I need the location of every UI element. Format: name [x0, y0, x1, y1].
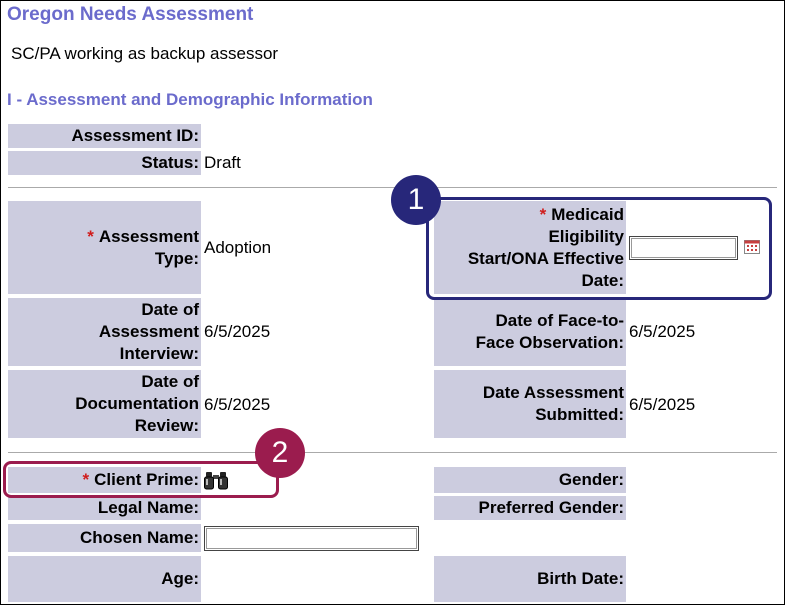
section-heading: I - Assessment and Demographic Information — [7, 90, 373, 109]
birth-date-label: Birth Date: — [434, 556, 626, 602]
date-interview-value: 6/5/2025 — [204, 322, 271, 341]
age-label: Age: — [8, 556, 201, 602]
assessment-type-value: Adoption — [204, 238, 272, 257]
status-value: Draft — [204, 153, 241, 172]
status-label: Status: — [8, 151, 201, 175]
date-face-value: 6/5/2025 — [629, 322, 696, 341]
assessment-type-label: * Assessment Type: — [8, 201, 201, 294]
page-subtitle: SC/PA working as backup assessor — [11, 44, 279, 63]
callout-badge-2: 2 — [255, 428, 305, 478]
callout-badge-1: 1 — [391, 175, 441, 225]
callout-box-2 — [3, 461, 279, 498]
legal-name-label: Legal Name: — [8, 496, 201, 520]
preferred-gender-label: Preferred Gender: — [434, 496, 626, 520]
date-face-label: Date of Face-to- Face Observation: — [434, 298, 626, 366]
page-title: Oregon Needs Assessment — [7, 4, 254, 25]
divider — [8, 452, 777, 453]
chosen-name-label: Chosen Name: — [8, 524, 201, 552]
chosen-name-input[interactable] — [204, 526, 419, 551]
date-submitted-value: 6/5/2025 — [629, 395, 696, 414]
date-submitted-label: Date Assessment Submitted: — [434, 370, 626, 438]
divider — [8, 187, 777, 188]
callout-box-1 — [426, 197, 772, 300]
date-interview-label: Date of Assessment Interview: — [8, 298, 201, 366]
date-documentation-label: Date of Documentation Review: — [8, 370, 201, 438]
medicaid-date-label: * Medicaid Eligibility Start/ONA Effective Date: — [434, 201, 626, 294]
gender-label: Gender: — [434, 467, 626, 493]
client-prime-label: * Client Prime: — [8, 467, 201, 493]
date-documentation-value: 6/5/2025 — [204, 395, 271, 414]
assessment-id-label: Assessment ID: — [8, 124, 201, 148]
